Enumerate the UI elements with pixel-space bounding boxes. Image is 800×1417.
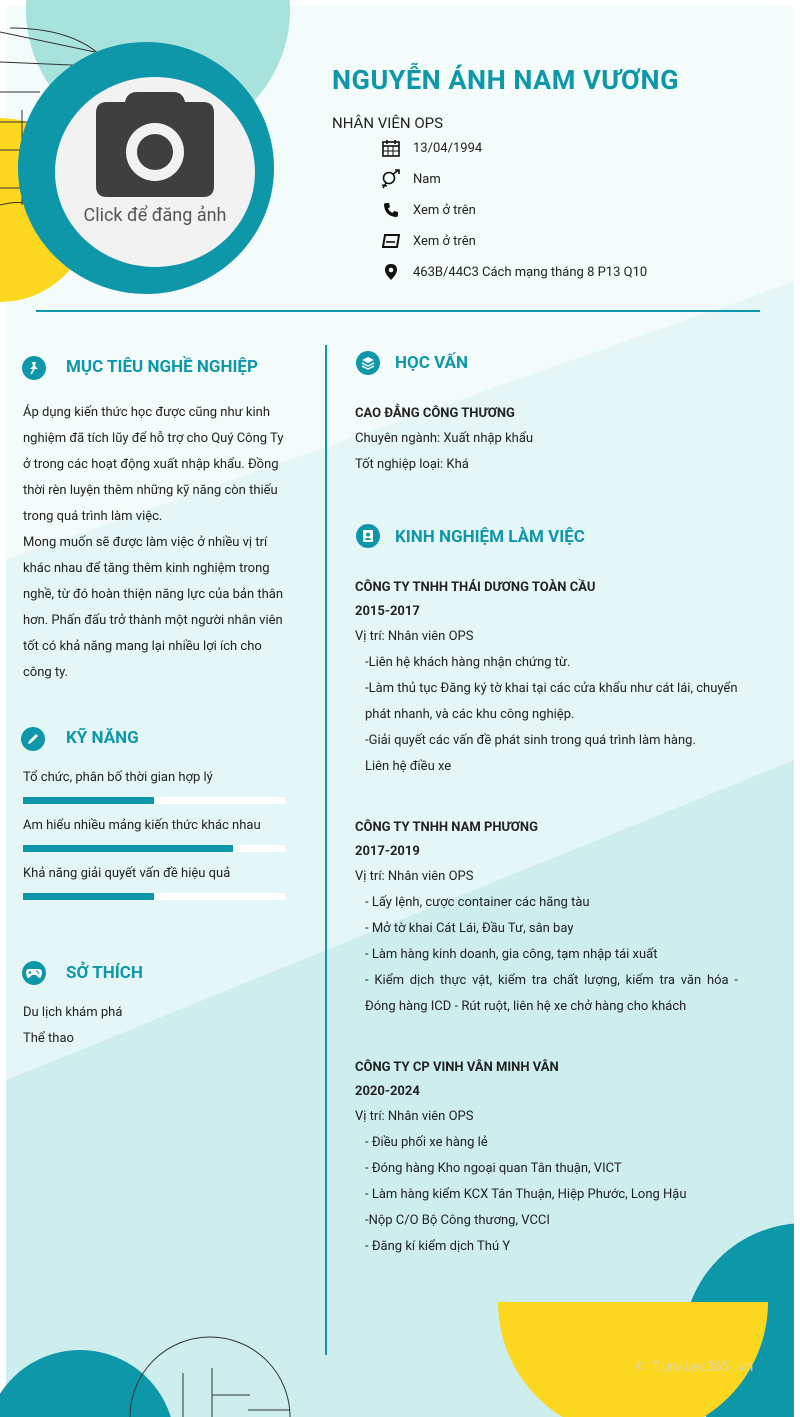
objective-line: thời rèn luyện thêm những kỹ năng còn thiếu [23,483,278,498]
info-email [380,229,740,253]
objective-line: tốt có khả năng mang lại nhiều lợi ích cho [23,639,262,654]
skill-label: Tổ chức, phân bố thời gian hợp lý [23,770,213,785]
objective-line: Áp dụng kiến thức học được cũng như kinh [23,405,270,420]
phone-icon [380,199,402,221]
id-card-icon [356,524,380,548]
column-divider [325,345,327,1355]
gender-icon [380,168,402,190]
header-divider [36,310,760,312]
skill-bar-fill [23,845,233,852]
pencil-icon [21,727,45,751]
job-duty: phát nhanh, và các khu công nghiệp. [365,707,575,722]
skill-bar-fill [23,797,154,804]
job-duty: Đóng hàng ICD - Rút ruột, liên hệ xe chở hàng cho khách [365,999,687,1014]
objective-line: khác nhau để tăng thêm kinh nghiệm trong [23,561,270,576]
hobby-item: Du lịch khám phá [23,1005,123,1020]
gamepad-icon [22,961,46,985]
job-duty: - Làm hàng kiểm KCX Tân Thuận, Hiệp Phước, Long Hậu [365,1187,687,1202]
skill-bar [23,893,285,900]
hobbies-title: SỞ THÍCH [66,963,143,983]
candidate-name: NGUYỄN ÁNH NAM VƯƠNG [332,64,679,96]
job-title: NHÂN VIÊN OPS [332,114,444,132]
skill-label: Am hiểu nhiều mảng kiến thức khác nhau [23,818,261,833]
phone-value: Xem ở trên [413,202,476,218]
gender-value: Nam [413,171,441,187]
objective-text [23,400,285,686]
info-birthday [380,136,740,160]
skill-bar [23,797,285,804]
skills-title: KỸ NĂNG [66,728,139,748]
skill-bar [23,845,285,852]
skill-label: Khả năng giải quyết vấn đề hiệu quả [23,866,231,881]
education-title: HỌC VẤN [395,353,468,373]
job-duty: Liên hệ điều xe [365,759,452,774]
email-value: Xem ở trên [413,233,476,249]
job-duty: - Đăng kí kiểm dịch Thú Y [365,1239,511,1254]
email-icon [380,230,402,252]
experience-title: KINH NGHIỆM LÀM VIỆC [395,527,585,547]
calendar-icon [380,137,402,159]
job-position: Vị trí: Nhân viên OPS [355,629,474,644]
info-gender [380,167,740,191]
birthday-value: 13/04/1994 [413,140,483,156]
job-duty: -Nộp C/O Bộ Công thương, VCCI [365,1213,550,1228]
objective-line: Mong muốn sẽ được làm việc ở nhiều vị trí [23,535,268,550]
info-address [380,260,740,284]
company-name: CÔNG TY CP VINH VÂN MINH VÂN [355,1060,559,1075]
objective-line: nghiệm đã tích lũy để hỗ trợ cho Quý Công Ty [23,431,284,446]
education-grade: Tốt nghiệp loại: Khá [355,457,469,472]
layers-icon [356,351,380,375]
objective-line: nghề, từ đó hoàn thiện năng lực của bản thân [23,587,284,602]
job-period: 2015-2017 [355,604,420,619]
objective-line: hơn. Phấn đấu trở thành một người nhân viên [23,613,283,628]
location-icon [380,261,402,283]
job-period: 2017-2019 [355,844,420,859]
job-duty: -Giải quyết các vấn đề phát sinh trong quá trình làm hàng. [365,733,696,748]
school-name: CAO ĐẲNG CÔNG THƯƠNG [355,406,515,421]
objective-line: ở trong các hoạt động xuất nhập khẩu. Đồng [23,457,279,472]
job-duty: - Mở tờ khai Cát Lái, Đầu Tư, sân bay [365,921,574,936]
job-duty: -Làm thủ tục Đăng ký tờ khai tại các cửa khẩu như cát lái, chuyển [365,681,738,696]
company-name: CÔNG TY TNHH NAM PHƯƠNG [355,820,538,835]
company-name: CÔNG TY TNHH THÁI DƯƠNG TOÀN CẦU [355,580,596,595]
job-duty: -Liên hệ khách hàng nhận chứng từ. [365,655,571,670]
camera-icon[interactable] [95,90,215,200]
job-position: Vị trí: Nhân viên OPS [355,1109,474,1124]
objective-line: trong quá trình làm việc. [23,509,163,524]
hobby-item: Thể thao [23,1031,74,1046]
address-value: 463B/44C3 Cách mạng tháng 8 P13 Q10 [413,264,648,280]
pin-icon [22,356,46,380]
skill-bar-fill [23,893,154,900]
info-phone [380,198,740,222]
job-duty: - Lấy lệnh, cược container các hãng tàu [365,895,590,910]
objective-title: MỤC TIÊU NGHỀ NGHIỆP [66,357,258,377]
job-duty: - Điều phối xe hàng lẻ [365,1135,488,1150]
job-duty: - Đóng hàng Kho ngoại quan Tân thuận, VICT [365,1161,622,1176]
job-duty: - Làm hàng kinh doanh, gia công, tạm nhập tái xuất [365,947,658,962]
job-position: Vị trí: Nhân viên OPS [355,869,474,884]
job-period: 2020-2024 [355,1084,420,1099]
job-duty: - Kiểm dịch thực vật, kiểm tra chất lượng, kiểm tra văn hóa - [365,973,738,988]
watermark: © Timviec365.vn [636,1360,754,1375]
objective-line: công ty. [23,665,69,680]
photo-upload-label[interactable]: Click để đăng ảnh [83,205,227,226]
education-major: Chuyên ngành: Xuất nhập khẩu [355,431,534,446]
